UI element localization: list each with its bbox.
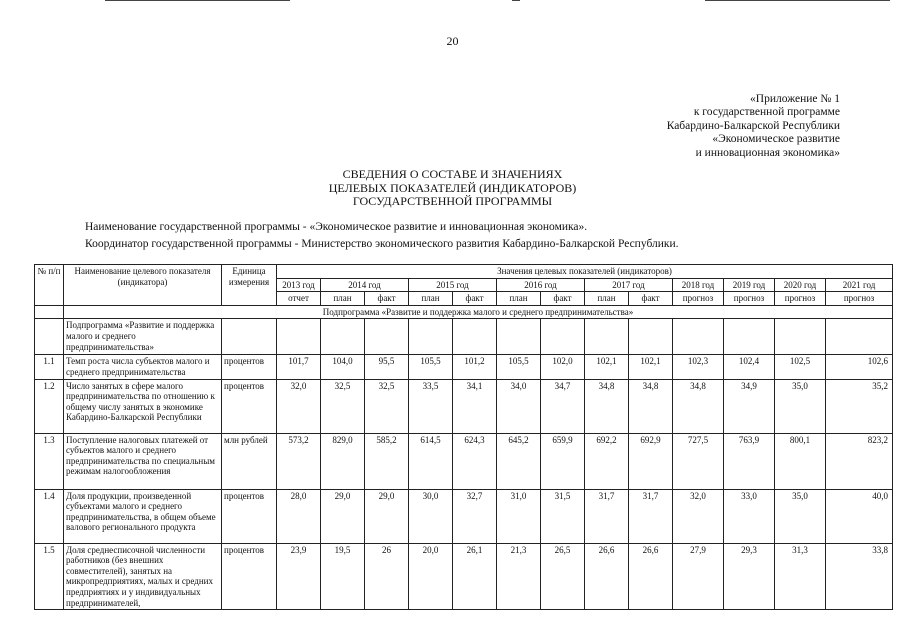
row-value: 614,5 bbox=[409, 433, 453, 489]
row-value: 34,8 bbox=[629, 379, 673, 433]
title-line: СВЕДЕНИЯ О СОСТАВЕ И ЗНАЧЕНИЯХ bbox=[342, 167, 563, 181]
row-value: 26,1 bbox=[453, 543, 497, 610]
row-value: 102,5 bbox=[775, 355, 826, 379]
table-row bbox=[35, 433, 893, 489]
row-unit: процентов bbox=[222, 355, 277, 379]
row-value: 31,7 bbox=[629, 489, 673, 543]
appendix-line: к государственной программе bbox=[693, 106, 840, 119]
indicators-table bbox=[34, 264, 893, 610]
row-value: 30,0 bbox=[409, 489, 453, 543]
row-value: 34,7 bbox=[541, 379, 585, 433]
subprogram-title-row bbox=[35, 305, 893, 319]
row-value: 659,9 bbox=[541, 433, 585, 489]
row-num: 1.2 bbox=[35, 379, 64, 433]
row-value: 645,2 bbox=[497, 433, 541, 489]
row-unit: процентов bbox=[222, 543, 277, 610]
row-name: Доля продукции, произведенной субъектами малого и среднего предпринимательства, в общем объеме валового регионального продукта bbox=[64, 489, 222, 543]
appendix-line: «Экономическое развитие bbox=[712, 133, 840, 146]
row-value: 33,0 bbox=[724, 489, 775, 543]
row-value: 692,2 bbox=[585, 433, 629, 489]
table-row bbox=[35, 355, 893, 379]
sub-header: отчет bbox=[277, 292, 321, 306]
appendix-note bbox=[667, 93, 840, 160]
sub-header: план bbox=[497, 292, 541, 306]
row-value: 105,5 bbox=[409, 355, 453, 379]
row-value: 33,5 bbox=[409, 379, 453, 433]
row-value: 33,8 bbox=[826, 543, 893, 610]
row-value: 31,3 bbox=[775, 543, 826, 610]
row-value: 35,0 bbox=[775, 489, 826, 543]
row-value: 28,0 bbox=[277, 489, 321, 543]
row-value: 34,9 bbox=[724, 379, 775, 433]
sub-header: план bbox=[585, 292, 629, 306]
table-row bbox=[35, 489, 893, 543]
sub-header: прогноз bbox=[775, 292, 826, 306]
row-value: 585,2 bbox=[365, 433, 409, 489]
row-value: 31,5 bbox=[541, 489, 585, 543]
row-name: Темп роста числа субъектов малого и среднего предпринимательства bbox=[64, 355, 222, 379]
sub-header: прогноз bbox=[724, 292, 775, 306]
program-name: Наименование государственной программы - «Экономическое развитие и инновационная экономика». bbox=[85, 221, 588, 233]
row-num: 1.3 bbox=[35, 433, 64, 489]
row-value: 34,1 bbox=[453, 379, 497, 433]
page-number: 20 bbox=[446, 34, 459, 48]
row-value: 102,1 bbox=[585, 355, 629, 379]
year-2021: 2021 год bbox=[826, 278, 893, 292]
row-unit: процентов bbox=[222, 489, 277, 543]
row-name: Доля среднесписочной численности работников (без внешних совместителей), занятых на микропредприятиях, малых и средних предприятиях и у индивидуальных предпринимателей, bbox=[64, 543, 222, 610]
row-name: Число занятых в сфере малого предпринимательства по отношению к общему числу занятых в экономике Кабардино-Балкарской Республики bbox=[64, 379, 222, 433]
year-2014: 2014 год bbox=[321, 278, 409, 292]
row-value: 692,9 bbox=[629, 433, 673, 489]
row-value: 29,0 bbox=[321, 489, 365, 543]
row-value: 26 bbox=[365, 543, 409, 610]
row-value: 32,5 bbox=[321, 379, 365, 433]
year-2013: 2013 год bbox=[277, 278, 321, 292]
row-value: 95,5 bbox=[365, 355, 409, 379]
row-value: 32,0 bbox=[277, 379, 321, 433]
sub-header: прогноз bbox=[673, 292, 724, 306]
row-num: 1.5 bbox=[35, 543, 64, 610]
row-value: 20,0 bbox=[409, 543, 453, 610]
row-value: 102,1 bbox=[629, 355, 673, 379]
row-value: 40,0 bbox=[826, 489, 893, 543]
header-unit: Единица измерения bbox=[222, 265, 277, 306]
subprogram-name: Подпрограмма «Развитие и поддержка малого и среднего предпринимательства» bbox=[64, 319, 222, 355]
row-value: 105,5 bbox=[497, 355, 541, 379]
row-unit: процентов bbox=[222, 379, 277, 433]
year-2017: 2017 год bbox=[585, 278, 673, 292]
row-value: 34,8 bbox=[585, 379, 629, 433]
row-value: 102,4 bbox=[724, 355, 775, 379]
row-value: 32,7 bbox=[453, 489, 497, 543]
row-value: 101,2 bbox=[453, 355, 497, 379]
row-value: 823,2 bbox=[826, 433, 893, 489]
appendix-line: и инновационная экономика» bbox=[695, 146, 840, 159]
row-value: 19,5 bbox=[321, 543, 365, 610]
title-line: ГОСУДАРСТВЕННОЙ ПРОГРАММЫ bbox=[352, 194, 553, 208]
row-value: 32,0 bbox=[673, 489, 724, 543]
row-value: 23,9 bbox=[277, 543, 321, 610]
row-value: 27,9 bbox=[673, 543, 724, 610]
row-value: 624,3 bbox=[453, 433, 497, 489]
sub-header: факт bbox=[629, 292, 673, 306]
header-indicator: Наименование целевого показателя (индикатора) bbox=[64, 265, 222, 306]
row-value: 26,5 bbox=[541, 543, 585, 610]
sub-header: план bbox=[409, 292, 453, 306]
row-value: 35,2 bbox=[826, 379, 893, 433]
title-line: ЦЕЛЕВЫХ ПОКАЗАТЕЛЕЙ (ИНДИКАТОРОВ) bbox=[328, 180, 577, 195]
row-num: 1.4 bbox=[35, 489, 64, 543]
row-value: 29,0 bbox=[365, 489, 409, 543]
sub-header: факт bbox=[541, 292, 585, 306]
row-value: 32,5 bbox=[365, 379, 409, 433]
sub-header: прогноз bbox=[826, 292, 893, 306]
appendix-line: Кабардино-Балкарской Республики bbox=[666, 119, 840, 132]
row-value: 34,0 bbox=[497, 379, 541, 433]
year-2020: 2020 год bbox=[775, 278, 826, 292]
row-value: 763,9 bbox=[724, 433, 775, 489]
appendix-line: «Приложение № 1 bbox=[750, 93, 840, 105]
sub-header: факт bbox=[453, 292, 497, 306]
row-num: 1.1 bbox=[35, 355, 64, 379]
table-row bbox=[35, 543, 893, 610]
subprogram-title: Подпрограмма «Развитие и поддержка малого и среднего предпринимательства» bbox=[64, 305, 893, 319]
row-value: 727,5 bbox=[673, 433, 724, 489]
year-2015: 2015 год bbox=[409, 278, 497, 292]
row-value: 21,3 bbox=[497, 543, 541, 610]
document-title bbox=[0, 168, 905, 209]
header-row bbox=[35, 265, 893, 279]
row-value: 102,0 bbox=[541, 355, 585, 379]
sub-header: план bbox=[321, 292, 365, 306]
row-unit: млн рублей bbox=[222, 433, 277, 489]
row-value: 35,0 bbox=[775, 379, 826, 433]
row-value: 829,0 bbox=[321, 433, 365, 489]
row-value: 31,0 bbox=[497, 489, 541, 543]
row-name: Поступление налоговых платежей от субъектов малого и среднего предпринимательства по специальным режимам налогообложения bbox=[64, 433, 222, 489]
header-num: № п/п bbox=[35, 265, 64, 306]
year-2019: 2019 год bbox=[724, 278, 775, 292]
header-values-title: Значения целевых показателей (индикаторов) bbox=[277, 265, 893, 279]
row-value: 31,7 bbox=[585, 489, 629, 543]
row-value: 102,3 bbox=[673, 355, 724, 379]
row-value: 800,1 bbox=[775, 433, 826, 489]
table-row bbox=[35, 379, 893, 433]
row-value: 26,6 bbox=[629, 543, 673, 610]
row-value: 26,6 bbox=[585, 543, 629, 610]
row-value: 29,3 bbox=[724, 543, 775, 610]
subprogram-name-row bbox=[35, 319, 893, 355]
sub-header: факт bbox=[365, 292, 409, 306]
row-value: 101,7 bbox=[277, 355, 321, 379]
program-coordinator: Координатор государственной программы - Министерство экономического развития Кабардино-Балкарской Республики. bbox=[85, 238, 679, 250]
row-value: 102,6 bbox=[826, 355, 893, 379]
year-2016: 2016 год bbox=[497, 278, 585, 292]
year-2018: 2018 год bbox=[673, 278, 724, 292]
row-value: 34,8 bbox=[673, 379, 724, 433]
row-value: 573,2 bbox=[277, 433, 321, 489]
row-value: 104,0 bbox=[321, 355, 365, 379]
